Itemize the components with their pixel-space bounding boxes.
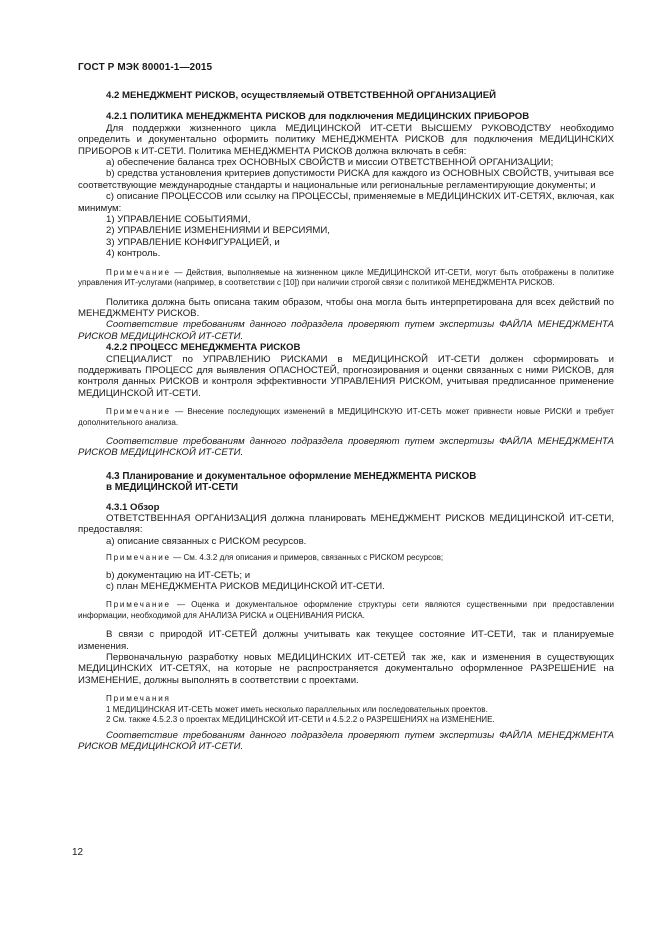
note-item-1: 1 МЕДИЦИНСКАЯ ИТ-СЕТЬ может иметь несколько параллельных или последовательных проектов. — [106, 704, 488, 714]
notes-label-text: Примечания — [106, 694, 171, 704]
section-4-2-2-title: 4.2.2 ПРОЦЕСС МЕНЕДЖМЕНТА РИСКОВ — [106, 342, 301, 354]
notes-label — [78, 694, 614, 704]
sublist-item-3: 3) УПРАВЛЕНИЕ КОНФИГУРАЦИЕЙ, и — [106, 236, 280, 248]
list-item-a: a) обеспечение баланса трех ОСНОВНЫХ СВОЙСТВ и миссии ОТВЕТСТВЕННОЙ ОРГАНИЗАЦИИ; — [106, 157, 554, 169]
note-text: — Действия, выполняемые на жизненном цикле МЕДИЦИНСКОЙ ИТ-СЕТИ, могут быть отображены в политике управления ИТ-услугами (например, в соответствии с [10]) при наличии строгой связи с политикой МЕНЕДЖМЕНТА РИСКОВ. — [78, 267, 614, 288]
compliance-statement: Соответствие требованиям данного подраздела проверяют путем экспертизы ФАЙЛА МЕНЕДЖМЕНТА РИСКОВ МЕДИЦИНСКОЙ ИТ-СЕТИ. — [78, 729, 614, 752]
note-item-2: 2 См. также 4.5.2.3 о проектах МЕДИЦИНСКОЙ ИТ-СЕТИ и 4.5.2.2 о РАЗРЕШЕНИЯХ на ИЗМЕНЕНИЕ. — [106, 715, 495, 725]
note — [78, 600, 614, 621]
section-4-3-1-title: 4.3.1 Обзор — [106, 501, 160, 513]
sublist-item-1: 1) УПРАВЛЕНИЕ СОБЫТИЯМИ, — [106, 214, 251, 226]
section-4-2-1-title: 4.2.1 ПОЛИТИКА МЕНЕДЖМЕНТА РИСКОВ для подключения МЕДИЦИНСКИХ ПРИБОРОВ — [106, 111, 530, 123]
page-number: 12 — [72, 847, 84, 858]
paragraph: Для поддержки жизненного цикла МЕДИЦИНСКОЙ ИТ-СЕТИ ВЫСШЕМУ РУКОВОДСТВУ необходимо определить и документально оформить политику МЕНЕДЖМЕНТА РИСКОВ для подключения МЕДИЦИНСКИХ ПРИБОРОВ к ИТ-СЕТИ. Политика МЕНЕДЖМЕНТА РИСКОВ должна включать в себя: — [78, 122, 614, 157]
note — [78, 553, 614, 563]
paragraph: В связи с природой ИТ-СЕТЕЙ должны учитывать как текущее состояние ИТ-СЕТИ, так и планируемые изменения. — [78, 629, 614, 652]
document-header: ГОСТ Р МЭК 80001-1—2015 — [78, 62, 213, 73]
paragraph: ОТВЕТСТВЕННАЯ ОРГАНИЗАЦИЯ должна планировать МЕНЕДЖМЕНТ РИСКОВ МЕДИЦИНСКОЙ ИТ-СЕТИ, предоставляя: — [78, 513, 614, 536]
list-item-b: b) средства установления критериев допустимости РИСКА для каждого из ОСНОВНЫХ СВОЙСТВ, учитывая все соответствующие международные стандарты и национальные или региональные регламентирующие документы; и — [78, 168, 614, 191]
note-text: — См. 4.3.2 для описания и примеров, связанных с РИСКОМ ресурсов; — [170, 553, 444, 563]
section-4-2-title: 4.2 МЕНЕДЖМЕНТ РИСКОВ, осуществляемый ОТВЕТСТВЕННОЙ ОРГАНИЗАЦИЕЙ — [106, 90, 496, 101]
compliance-statement: Соответствие требованиям данного подраздела проверяют путем экспертизы ФАЙЛА МЕНЕДЖМЕНТА РИСКОВ МЕДИЦИНСКОЙ ИТ-СЕТИ. — [78, 319, 614, 342]
page-body — [78, 90, 614, 752]
note-label: Примечание — [106, 553, 171, 563]
paragraph: Политика должна быть описана таким образом, чтобы она могла быть интерпретирована для всех действий по МЕНЕДЖМЕНТУ РИСКОВ. — [78, 296, 614, 319]
note-label: Примечание — [106, 267, 171, 277]
paragraph: СПЕЦИАЛИСТ по УПРАВЛЕНИЮ РИСКАМИ в МЕДИЦИНСКОЙ ИТ-СЕТИ должен сформировать и поддерживать ПРОЦЕСС для выявления ОПАСНОСТЕЙ, прогнозирования и оценки связанных с ними РИСКОВ, для контроля данных РИСКОВ и контроля эффективности УПРАВЛЕНИЯ РИСКОМ, учитывая предписанное применение МЕДИЦИНСКОЙ ИТ-СЕТИ. — [78, 353, 614, 399]
note-text: — Внесение последующих изменений в МЕДИЦИНСКУЮ ИТ-СЕТЬ может привнести новые РИСКИ и требует дополнительного анализа. — [78, 407, 614, 427]
list-item-b: b) документацию на ИТ-СЕТЬ; и — [106, 569, 251, 581]
sublist-item-2: 2) УПРАВЛЕНИЕ ИЗМЕНЕНИЯМИ И ВЕРСИЯМИ, — [106, 225, 330, 237]
note-text: — Оценка и документальное оформление структуры сети являются существенными при предоставлении информации, необходимой для АНАЛИЗА РИСКА и ОЦЕНИВАНИЯ РИСКА. — [78, 600, 614, 620]
list-item-c: c) описание ПРОЦЕССОВ или ссылку на ПРОЦЕССЫ, применяемые в МЕДИЦИНСКИХ ИТ-СЕТЯХ, включая, как минимум: — [78, 191, 614, 214]
note-label: Примечание — [106, 600, 171, 610]
list-item-c: c) план МЕНЕДЖМЕНТА РИСКОВ МЕДИЦИНСКОЙ ИТ-СЕТИ. — [106, 581, 385, 593]
section-4-3-title-line2: в МЕДИЦИНСКОЙ ИТ-СЕТИ — [106, 482, 239, 494]
compliance-statement: Соответствие требованиям данного подраздела проверяют путем экспертизы ФАЙЛА МЕНЕДЖМЕНТА РИСКОВ МЕДИЦИНСКОЙ ИТ-СЕТИ. — [78, 435, 614, 459]
paragraph: Первоначальную разработку новых МЕДИЦИНСКИХ ИТ-СЕТЕЙ так же, как и изменения в существующих МЕДИЦИНСКИХ ИТ-СЕТЯХ, на которые не распространяется документально оформленное РАЗРЕШЕНИЕ на ИЗМЕНЕНИЕ, должны выполнять в соответствии с проектами. — [78, 652, 614, 686]
note — [78, 407, 614, 428]
sublist-item-4: 4) контроль. — [106, 248, 161, 260]
section-4-3-title: 4.3 Планирование и документальное оформление МЕНЕДЖМЕНТА РИСКОВ — [106, 470, 477, 482]
note-label: Примечание — [106, 407, 171, 417]
note — [78, 268, 614, 289]
list-item-a: a) описание связанных с РИСКОМ ресурсов. — [106, 535, 307, 547]
